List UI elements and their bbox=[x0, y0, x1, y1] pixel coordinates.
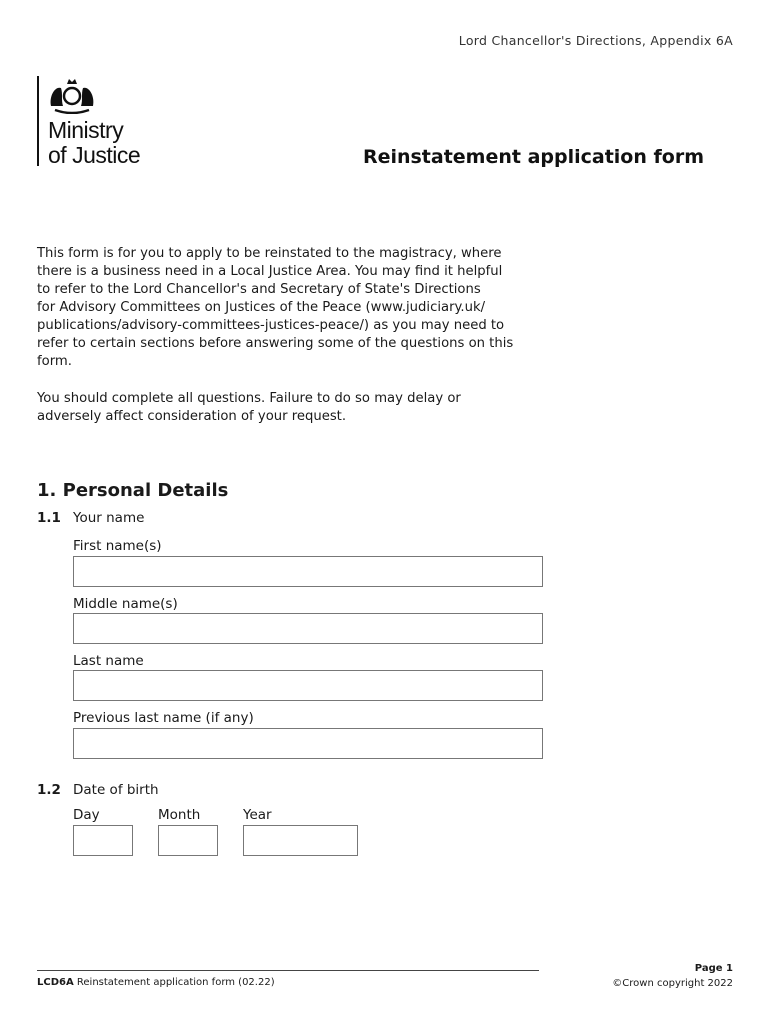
form-title: Reinstatement application form bbox=[362, 146, 704, 168]
footer-form-reference bbox=[37, 977, 275, 988]
intro-line: for Advisory Committees on Justices of the Peace (www.judiciary.uk/ bbox=[37, 300, 486, 315]
form-name: Reinstatement application form (02.22) bbox=[76, 977, 275, 988]
header-reference: Lord Chancellor's Directions, Appendix 6A bbox=[458, 33, 733, 48]
copyright: ©Crown copyright 2022 bbox=[612, 978, 733, 989]
last-name-label: Last name bbox=[73, 653, 144, 669]
first-name-input[interactable] bbox=[73, 556, 543, 587]
logo-divider bbox=[37, 76, 39, 166]
previous-last-name-input[interactable] bbox=[73, 728, 543, 759]
month-label: Month bbox=[158, 807, 201, 823]
section-heading-personal-details: 1. Personal Details bbox=[37, 480, 229, 501]
logo-line-2: of Justice bbox=[48, 142, 141, 168]
logo-line-1: Ministry bbox=[48, 117, 124, 143]
question-number: 1.2 bbox=[37, 782, 61, 798]
question-number: 1.1 bbox=[37, 510, 61, 526]
intro-line: This form is for you to apply to be reinstated to the magistracy, where bbox=[37, 246, 502, 261]
intro-paragraph-1 bbox=[37, 245, 557, 371]
footer-divider bbox=[37, 970, 539, 971]
ministry-of-justice-logo bbox=[48, 118, 140, 168]
question-label: Your name bbox=[73, 510, 145, 526]
form-code: LCD6A bbox=[37, 977, 74, 988]
intro-paragraph-2 bbox=[37, 390, 557, 426]
month-input[interactable] bbox=[158, 825, 218, 856]
intro-line: publications/advisory-committees-justices-peace/) as you may need to bbox=[37, 318, 505, 333]
page-number: Page 1 bbox=[694, 963, 733, 974]
year-label: Year bbox=[243, 807, 272, 823]
middle-name-label: Middle name(s) bbox=[73, 596, 178, 612]
intro-line: adversely affect consideration of your request. bbox=[37, 409, 347, 424]
royal-crest-icon bbox=[47, 76, 97, 114]
middle-name-input[interactable] bbox=[73, 613, 543, 644]
intro-line: there is a business need in a Local Justice Area. You may find it helpful bbox=[37, 264, 503, 279]
last-name-input[interactable] bbox=[73, 670, 543, 701]
year-input[interactable] bbox=[243, 825, 358, 856]
intro-line: to refer to the Lord Chancellor's and Secretary of State's Directions bbox=[37, 282, 481, 297]
intro-line: refer to certain sections before answering some of the questions on this bbox=[37, 336, 514, 351]
day-input[interactable] bbox=[73, 825, 133, 856]
first-name-label: First name(s) bbox=[73, 538, 162, 554]
day-label: Day bbox=[73, 807, 100, 823]
intro-line: You should complete all questions. Failure to do so may delay or bbox=[37, 391, 461, 406]
date-of-birth-label: Date of birth bbox=[73, 782, 159, 798]
previous-last-name-label: Previous last name (if any) bbox=[73, 710, 254, 726]
intro-line: form. bbox=[37, 354, 72, 369]
footer-right bbox=[612, 961, 733, 991]
